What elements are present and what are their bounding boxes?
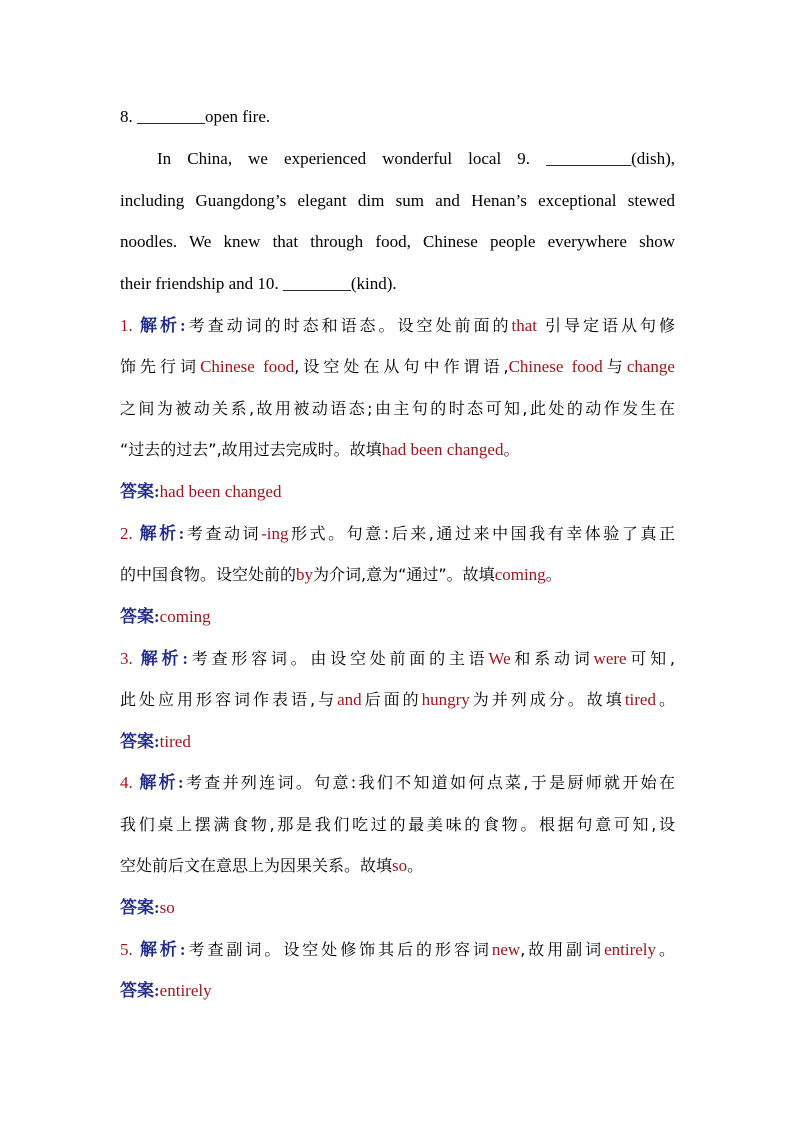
answer-4: 答案:so <box>120 898 175 917</box>
item-number: 5. <box>120 940 133 959</box>
analysis-1-line-1: 1. 解析:考查动词的时态和语态。设空处前面的that 引导定语从句修 <box>120 316 676 335</box>
passage-line-including: including Guangdong’s elegant dim sum and Henan’s exceptional stewed <box>120 191 675 210</box>
passage-line-noodles: noodles. We knew that through food, Chinese people everywhere show <box>120 232 675 251</box>
analysis-label: 解析: <box>139 524 185 543</box>
answer-1: 答案:had been changed <box>120 482 282 501</box>
item-number: 4. <box>120 773 133 792</box>
item-number: 1. <box>120 316 133 335</box>
analysis-label: 解析: <box>140 316 186 335</box>
analysis-label: 解析: <box>140 649 188 668</box>
answer-2: 答案:coming <box>120 607 211 626</box>
analysis-4-line-1: 4. 解析:考查并列连词。句意:我们不知道如何点菜,于是厨师就开始在 <box>120 773 675 792</box>
analysis-1-line-3: 之间为被动关系,故用被动语态;由主句的时态可知,此处的动作发生在 <box>120 399 675 418</box>
answer-label: 答案: <box>120 482 160 501</box>
analysis-4-line-3: 空处前后文在意思上为因果关系。故填so。 <box>120 856 424 875</box>
passage-line-8: 8. ________open fire. <box>120 107 271 126</box>
passage-line-10: their friendship and 10. ________(kind). <box>120 274 397 293</box>
answer-label: 答案: <box>120 607 160 626</box>
analysis-label: 解析: <box>139 940 186 959</box>
answer-label: 答案: <box>120 732 160 751</box>
passage-line-9: In China, we experienced wonderful local 9. __________(dish), <box>157 149 675 168</box>
item-number: 2. <box>120 524 133 543</box>
analysis-3-line-2: 此处应用形容词作表语,与and后面的hungry为并列成分。故填tired。 <box>120 690 675 709</box>
answer-label: 答案: <box>120 898 160 917</box>
analysis-5-line-1: 5. 解析:考查副词。设空处修饰其后的形容词new,故用副词entirely。 <box>120 940 675 959</box>
analysis-label: 解析: <box>139 773 184 792</box>
answer-5: 答案:entirely <box>120 981 212 1000</box>
analysis-4-line-2: 我们桌上摆满食物,那是我们吃过的最美味的食物。根据句意可知,设 <box>120 815 675 834</box>
answer-label: 答案: <box>120 981 160 1000</box>
answer-3: 答案:tired <box>120 732 191 751</box>
analysis-1-line-4: “过去的过去”,故用过去完成时。故填had been changed。 <box>120 440 520 459</box>
analysis-1-line-2: 饰先行词Chinese food,设空处在从句中作谓语,Chinese food与change <box>120 357 675 376</box>
analysis-3-line-1: 3. 解析:考查形容词。由设空处前面的主语We和系动词were可知, <box>120 649 675 668</box>
item-number: 3. <box>120 649 133 668</box>
analysis-2-line-1: 2. 解析:考查动词-ing形式。句意:后来,通过来中国我有幸体验了真正 <box>120 524 676 543</box>
analysis-2-line-2: 的中国食物。设空处前的by为介词,意为“通过”。故填coming。 <box>120 565 562 584</box>
